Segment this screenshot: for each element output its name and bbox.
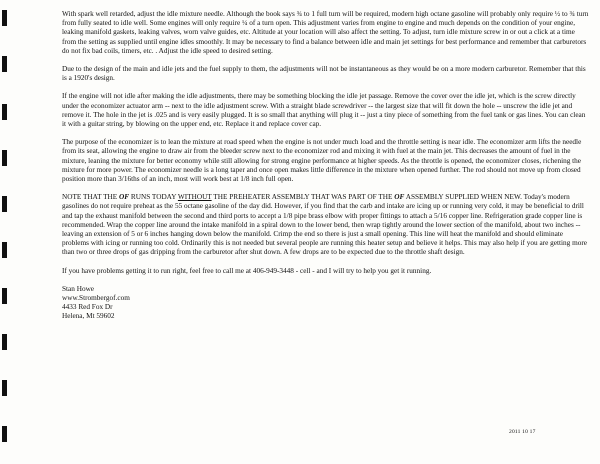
signature-website: www.Strombergof.com [62, 294, 130, 303]
note-lead: THE PREHEATER ASSEMBLY THAT WAS PART OF THE [211, 193, 395, 202]
binder-hole [2, 242, 7, 258]
document-body [62, 10, 590, 322]
note-lead: ASSEMBLY SUPPLIED WHEN NEW. [404, 193, 522, 202]
note-lead: RUNS TODAY [129, 193, 178, 202]
paragraph-idle-jet-cleaning: If the engine will not idle after making the idle adjustments, there may be something blocking the idle jet passage. Remove the cover over the idle jet, which is the screw directly under the economizer actuator arm -- next to the idle adjustment screw. With a straight blade screwdriver -- the largest size that will fit down the hole -- unscrew the idle jet and remove it. The hole in the jet is .025 and is very easily plugged. It is so small that anything will plug it -- just a tiny piece of something from the fuel tank or gas lines. You can clean it with a guitar string, by blowing on the upper end, etc. Replace it and replace cover cap. [62, 92, 586, 129]
binder-hole [2, 196, 7, 212]
binder-hole [2, 288, 7, 304]
signature-name: Stan Howe [62, 284, 95, 293]
binder-hole [2, 104, 7, 120]
note-without-emphasis: WITHOUT [177, 193, 212, 202]
paragraph-jet-design: Due to the design of the main and idle jets and the fuel supply to them, the adjustments will not be instantaneous as they would be on a more modern carburetor. Remember that this is a 1920's design. [62, 65, 586, 83]
binder-hole [2, 150, 7, 166]
binder-hole [2, 56, 7, 72]
date-stamp: 2011 10 17 [509, 429, 536, 435]
signature-block [62, 285, 590, 322]
binder-hole [2, 334, 7, 350]
note-lead: NOTE THAT THE [62, 193, 119, 202]
binder-hole [2, 380, 7, 396]
note-body: Today's modern gasolines do not require preheat as the 55 octane gasoline of the day did. However, if you find that the carb and intake are icing up or running very cold, it may be beneficial to drill and tap the exhaust manifold between the second and third ports to accept a 1/8 pipe brass elbow with proper fittings to attach a 5/16 copper line. Refrigeration grade copper line is recommended. Wrap the copper line around the intake manifold in a spiral down to the lower bend, then wrap tightly around the lower section of the manifold, about two inches -- leaving an extension of 5 or 6 inches hanging down below the manifold. Crimp the end so there is just a small opening. This line will heat the manifold and should eliminate problems with icing or running too cold. Ordinarily this is not needed but several people are running this heater setup and believe it helps. This may also help if you are getting more than two or three drops of gas dripping from the carburetor after shut down. A few drops are to be expected due to the throttle shaft design. [62, 193, 587, 257]
signature-street: 4433 Red Fox Dr [62, 303, 113, 312]
binder-hole [2, 10, 7, 26]
binder-holes [0, 0, 14, 464]
signature-city: Helena, Mt 59602 [62, 312, 115, 321]
binder-hole [2, 426, 7, 442]
paragraph-preheater-note [62, 193, 590, 257]
note-of-emphasis: OF [119, 193, 130, 202]
paragraph-economizer: The purpose of the economizer is to lean the mixture at road speed when the engine is not under much load and the throttle setting is near idle. The economizer arm lifts the needle from its seat, allowing the engine to draw air from the bleeder screw next to the economizer rod and mixing it with fuel at the main jet. This decreases the amount of fuel in the mixture, leaning the mixture for better economy while still allowing for strong engine performance at higher speeds. As the throttle is opened, the economizer closes, richening the mixture for more power. The economizer needle is a long taper and once open makes little difference in the mixture when opened further. The rod should not move up from closed position more than 3/16ths of an inch, most will work best at 1/8 inch full open. [62, 138, 582, 184]
paragraph-contact: If you have problems getting it to run right, feel free to call me at 406-949-3448 - cell - and I will try to help you get it running. [62, 266, 432, 275]
note-of-emphasis: OF [394, 193, 405, 202]
paragraph-idle-mixture: With spark well retarded, adjust the idle mixture needle. Although the book says ¾ to 1 full turn will be required, modern high octane gasoline will probably only require ½ to ¾ turn from fully seated to idle well. Some engines will only require ¼ of a turn open. This adjustment varies from engine to engine and much depends on the condition of your engine, leaking manifold gaskets, leaking valves, worn valve guides, etc. Altitude at your location will also affect the setting. To adjust, turn idle mixture screw in or out a click at a time from the setting as supplied until engine idles smoothly. It may be necessary to find a balance between idle and main jet settings for best performance and remember that carburetors do not fix bad coils, timers, etc. . Adjust the idle speed to desired setting. [62, 10, 589, 55]
